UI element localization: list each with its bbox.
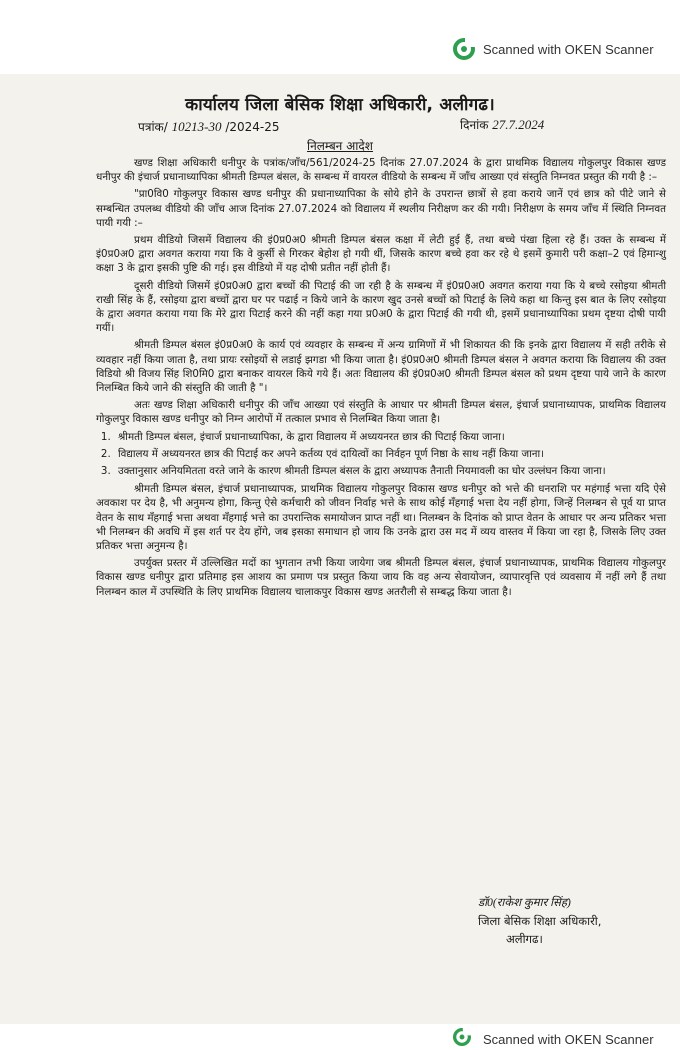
signatory-designation: जिला बेसिक शिक्षा अधिकारी, [478, 914, 602, 928]
ref-suffix: /2024-25 [225, 120, 280, 134]
paragraph: श्रीमती डिम्पल बंसल इं0प्र0अ0 के कार्य एवं व्यवहार के सम्बन्ध में अन्य ग्रामिणों में भी शिकायत की कि इनके द्वारा विद्यालय में सही तरीके से व्यवहार नहीं किया जाता है, तथा प्रायः रसोइयों से लडाई झगडा भी किया जाता है। इं0प्र0अ0 श्रीमती डिम्पल बंसल ने अवगत कराया कि विद्यालय की उक्त विडियो श्री विजय सिंह शि0मि0 द्वारा बनाकर वायरल किये गये हैं। अतः विद्यालय की इं0प्र0अ0 श्रीमती डिम्पल बंसल को प्रथम दृष्टया पाये जाने के कारण निलम्बित किये जाने की संस्तुति की जाती है "। [96, 339, 666, 395]
order-body [96, 156, 666, 602]
signature-block [478, 894, 601, 948]
ref-number-handwritten: 10213-30 [171, 119, 222, 134]
oken-logo-icon [453, 38, 475, 60]
date-label: दिनांक [460, 118, 489, 132]
scanner-footer-label: Scanned with OKEN Scanner [483, 1031, 654, 1047]
reference-number [138, 118, 280, 135]
signatory-place: अलीगढ। [506, 932, 543, 946]
charges-list [96, 430, 666, 479]
paragraph: "प्रा0वि0 गोकुलपुर विकास खण्ड धनीपुर की प्रधानाध्यापिका के सोये होने के उपरान्त छात्रों से हवा कराये जानें एवं छात्र को पीटे जाने से सम्बन्धित उपलब्ध वीडियो की जाँच आज दिनांक 27.07.2024 को विद्यालय में स्थलीय निरीक्षण कर की गयी। निरीक्षण के समय जाँच में स्थिति निम्नवत पायी गयी :– [96, 188, 666, 229]
paragraph: श्रीमती डिम्पल बंसल, इंचार्ज प्रधानाध्यापक, प्राथमिक विद्यालय गोकुलपुर विकास खण्ड धनीपुर को भत्ते की धनराशि पर महंगाई भत्ता यदि ऐसे अवकाश पर देय है, भी अनुमन्य होगा, किन्तु ऐसे कर्मचारी को जीवन निर्वाह भत्ते के साथ कोई मँहगाई भत्ता देय नहीं होगा, जिन्हें निलम्बन से पूर्व या प्राप्त वेतन के साथ मँहगाई भत्ता अथवा मँहगाई भत्ते का उपरान्तिक समायोजन प्राप्त नहीं था। निलम्बन के दिनांक को प्राप्त वेतन के आधार पर अन्य प्रतिकर भत्ता भी निलम्बन की अवधि में इस शर्त पर देय होंगे, जब इसका समाधान हो जाय कि उनके द्वारा उस मद में व्यय वास्तव में किया जा रहा है, जिसके लिए उक्त प्रतिकर भत्ता अनुमन्य है। [96, 483, 666, 553]
paragraph: उपर्युक्त प्रस्तर में उल्लिखित मदों का भुगतान तभी किया जायेगा जब श्रीमती डिम्पल बंसल, इंचार्ज प्रधानाध्यापक, प्राथमिक विद्यालय गोकुलपुर विकास खण्ड धनीपुर द्वारा प्रतिमाह इस आशय का प्रमाण पत्र प्रस्तुत किया जाय कि वह अन्य सेवायोजन, व्यापारवृत्ति एवं व्यवसाय में नहीं लगे हैं तथा निलम्बन काल में उपस्थिति के लिए प्राथमिक विद्यालय चालाकपुर विकास खण्ड अतरौली से सम्बद्ध किया जाता है। [96, 557, 666, 598]
scanner-brand-label: Scanned with OKEN Scanner [483, 41, 654, 57]
office-title: कार्यालय जिला बेसिक शिक्षा अधिकारी, अलीगढ। [185, 95, 495, 115]
charge-item: 1. श्रीमती डिम्पल बंसल, इंचार्ज प्रधानाध्यापिका, के द्वारा विद्यालय में अध्ययनरत छात्र की पिटाई किया जाना। [114, 430, 666, 444]
date-value-handwritten: 27.7.2024 [492, 117, 545, 132]
paragraph: दूसरी वीडियो जिसमें इं0प्र0अ0 द्वारा बच्चों की पिटाई की जा रही है के सम्बन्ध में इं0प्र0अ0 अवगत कराया गया कि ये बच्चे रसोइया श्रीमती राखी सिंह के हैं, रसोइया द्वारा बच्चों द्वारा घर पर पढाई न किये जाने के कारण खुद उनसे बच्चों को पिटाई के लिये कहा था किन्तु इस बात के लिए रसोइया के द्वारा अवगत कराया गया कि मेरे द्वारा पिटाई करने की नहीं कहा गया प्र0अ0 के द्वारा पिटाई की गयी थी, इसमें प्रधानाध्यापिका प्रथम दृष्टया दोषी पायी गयीं। [96, 279, 666, 335]
signatory-name: डॉ0(राकेश कुमार सिंह) [478, 897, 571, 909]
ref-label: पत्रांक/ [138, 120, 168, 134]
charge-item: 2. विद्यालय में अध्ययनरत छात्र की पिटाई कर अपने कर्तव्य एवं दायित्वों का निर्वहन पूर्ण निष्ठा के साथ नहीं किया जाना। [114, 447, 666, 461]
paragraph: खण्ड शिक्षा अधिकारी धनीपुर के पत्रांक/जाँच/561/2024-25 दिनांक 27.07.2024 के द्वारा प्राथमिक विद्यालय गोकुलपुर विकास खण्ड धनीपुर की इंचार्ज प्रधानाध्यापिका श्रीमती डिम्पल बंसल, के सम्बन्ध में वायरल वीडियो के सम्बन्ध में जाँच आख्या एवं संस्तुति निम्नवत प्रस्तुत की गयी है :– [96, 157, 666, 184]
scanner-footer-brand [453, 1028, 654, 1050]
order-date [460, 116, 544, 133]
charge-item: 3. उक्तानुसार अनियमितता वरते जाने के कारण श्रीमती डिम्पल बंसल के द्वारा अध्यापक तैनाती नियमावली का घोर उल्लंघन किया जाना। [114, 464, 666, 478]
scanner-brand [453, 38, 654, 60]
oken-logo-icon [453, 1028, 475, 1050]
paragraph: प्रथम वीडियो जिसमें विद्यालय की इं0प्र0अ0 श्रीमती डिम्पल बंसल कक्षा में लेटी हुई हैं, तथा बच्चे पंखा हिला रहे हैं। उक्त के सम्बन्ध में इं0प्र0अ0 द्वारा अवगत कराया गया कि वे कुर्सी से गिरकर बेहोश हो गयी थीं, जिसके कारण बच्चे हवा कर रहे थे इसमें कुमारी परी कक्षा–2 एवं हिमान्शु कक्षा 3 के द्वारा इसकी पुष्टि की गई। इस वीडियो में यह दोषी प्रतीत नहीं होती हैं। [96, 234, 666, 275]
paragraph: अतः खण्ड शिक्षा अधिकारी धनीपुर की जाँच आख्या एवं संस्तुति के आधार पर श्रीमती डिम्पल बंसल, इंचार्ज प्रधानाध्यापक, प्राथमिक विद्यालय गोकुलपुर विकास खण्ड धनीपुर को निम्न आरोपों में तत्काल प्रभाव से निलम्बित किया जाता है। [96, 399, 666, 426]
order-heading: निलम्बन आदेश [307, 139, 373, 153]
